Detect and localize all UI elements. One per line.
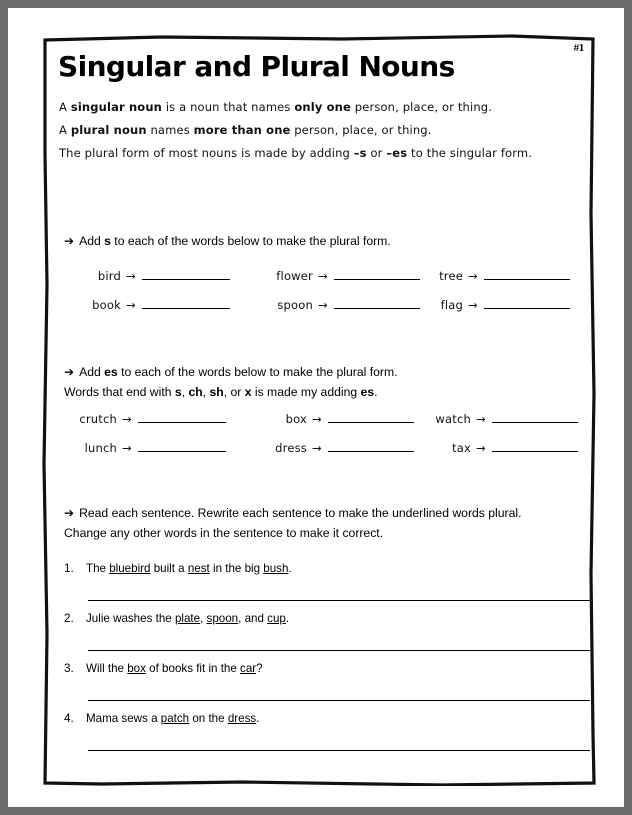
answer-blank-watch[interactable] xyxy=(492,409,578,423)
sentence-answer-line[interactable] xyxy=(88,600,590,601)
word-label: watch xyxy=(435,412,471,426)
answer-blank-flower[interactable] xyxy=(334,266,420,280)
word-entry-bird xyxy=(59,266,245,283)
sentence-list xyxy=(64,561,584,761)
word-entry-flower xyxy=(245,266,421,283)
right-arrow-icon: → xyxy=(476,412,486,426)
answer-blank-book[interactable] xyxy=(142,295,230,309)
right-arrow-icon: → xyxy=(312,412,322,426)
answer-blank-box[interactable] xyxy=(328,409,414,423)
answer-blank-bird[interactable] xyxy=(142,266,230,280)
word-entry-book xyxy=(59,295,245,312)
sentence-number: 2. xyxy=(64,612,74,625)
word-row xyxy=(59,409,579,438)
word-label: tree xyxy=(439,269,463,283)
right-arrow-icon: → xyxy=(126,269,136,283)
word-entry-tree xyxy=(421,266,579,283)
sentence-number: 3. xyxy=(64,662,74,675)
rewrite-instruction-line1: Read each sentence. Rewrite each sentence to make the underlined words plural. xyxy=(79,506,522,520)
add-s-instruction xyxy=(64,232,391,252)
add-es-word-grid xyxy=(59,409,579,467)
sentence-number: 4. xyxy=(64,712,74,725)
add-es-rule-text: Words that end with s, ch, sh, or x is made my adding es. xyxy=(64,384,378,399)
right-arrow-icon: → xyxy=(312,441,322,455)
bullet-arrow-icon: ➔ xyxy=(64,506,75,520)
answer-blank-tree[interactable] xyxy=(484,266,570,280)
word-row xyxy=(59,266,579,295)
word-entry-spoon xyxy=(245,295,421,312)
word-entry-flag xyxy=(421,295,579,312)
right-arrow-icon: → xyxy=(122,412,132,426)
right-arrow-icon: → xyxy=(468,269,478,283)
add-s-word-grid xyxy=(59,266,579,324)
answer-blank-lunch[interactable] xyxy=(138,438,226,452)
worksheet-page xyxy=(8,8,624,807)
word-label: flag xyxy=(440,298,463,312)
right-arrow-icon: → xyxy=(126,298,136,312)
sentence-item xyxy=(64,561,584,611)
sentence-answer-line[interactable] xyxy=(88,750,590,751)
word-row xyxy=(59,438,579,467)
sentence-answer-line[interactable] xyxy=(88,700,590,701)
word-entry-box xyxy=(245,409,421,426)
word-label: lunch xyxy=(84,441,117,455)
sentence-number: 1. xyxy=(64,562,74,575)
right-arrow-icon: → xyxy=(468,298,478,312)
right-arrow-icon: → xyxy=(476,441,486,455)
sentence-text: 2. Julie washes the plate, spoon, and cup. xyxy=(64,612,290,625)
right-arrow-icon: → xyxy=(318,298,328,312)
word-entry-lunch xyxy=(59,438,245,455)
word-row xyxy=(59,295,579,324)
worksheet-border-frame xyxy=(42,34,596,786)
word-label: bird xyxy=(97,269,121,283)
word-label: crutch xyxy=(79,412,117,426)
sentence-text: 3. Will the box of books fit in the car? xyxy=(64,662,263,675)
singular-definition: A singular noun is a noun that names only one person, place, or thing. xyxy=(59,100,493,114)
plural-form-rule: The plural form of most nouns is made by adding –s or –es to the singular form. xyxy=(59,146,533,160)
word-entry-dress xyxy=(245,438,421,455)
word-entry-crutch xyxy=(59,409,245,426)
right-arrow-icon: → xyxy=(318,269,328,283)
sentence-text: 1. The bluebird built a nest in the big bush. xyxy=(64,562,292,575)
word-label: flower xyxy=(276,269,313,283)
word-label: spoon xyxy=(277,298,313,312)
answer-blank-tax[interactable] xyxy=(492,438,578,452)
word-label: book xyxy=(92,298,121,312)
answer-blank-flag[interactable] xyxy=(484,295,570,309)
rewrite-instruction-line2: Change any other words in the sentence to make it correct. xyxy=(64,525,384,540)
add-es-instruction xyxy=(64,363,397,402)
plural-definition: A plural noun names more than one person, place, or thing. xyxy=(59,123,432,137)
word-entry-tax xyxy=(421,438,579,455)
bullet-arrow-icon: ➔ xyxy=(64,365,75,379)
word-entry-watch xyxy=(421,409,579,426)
right-arrow-icon: → xyxy=(122,441,132,455)
word-label: box xyxy=(285,412,307,426)
sentence-item xyxy=(64,661,584,711)
answer-blank-spoon[interactable] xyxy=(334,295,420,309)
answer-blank-dress[interactable] xyxy=(328,438,414,452)
rewrite-instruction xyxy=(64,504,521,543)
page-number-label: #1 xyxy=(573,42,584,54)
sentence-answer-line[interactable] xyxy=(88,650,590,651)
bullet-arrow-icon: ➔ xyxy=(64,234,75,248)
word-label: tax xyxy=(452,441,471,455)
add-es-instruction-text: Add es to each of the words below to make the plural form. xyxy=(79,365,398,379)
sentence-text: 4. Mama sews a patch on the dress. xyxy=(64,712,260,725)
sentence-item xyxy=(64,611,584,661)
word-label: dress xyxy=(275,441,307,455)
definition-block xyxy=(59,96,579,165)
sentence-item xyxy=(64,711,584,761)
page-title: Singular and Plural Nouns xyxy=(58,50,455,83)
answer-blank-crutch[interactable] xyxy=(138,409,226,423)
add-s-instruction-text: Add s to each of the words below to make the plural form. xyxy=(79,234,391,248)
